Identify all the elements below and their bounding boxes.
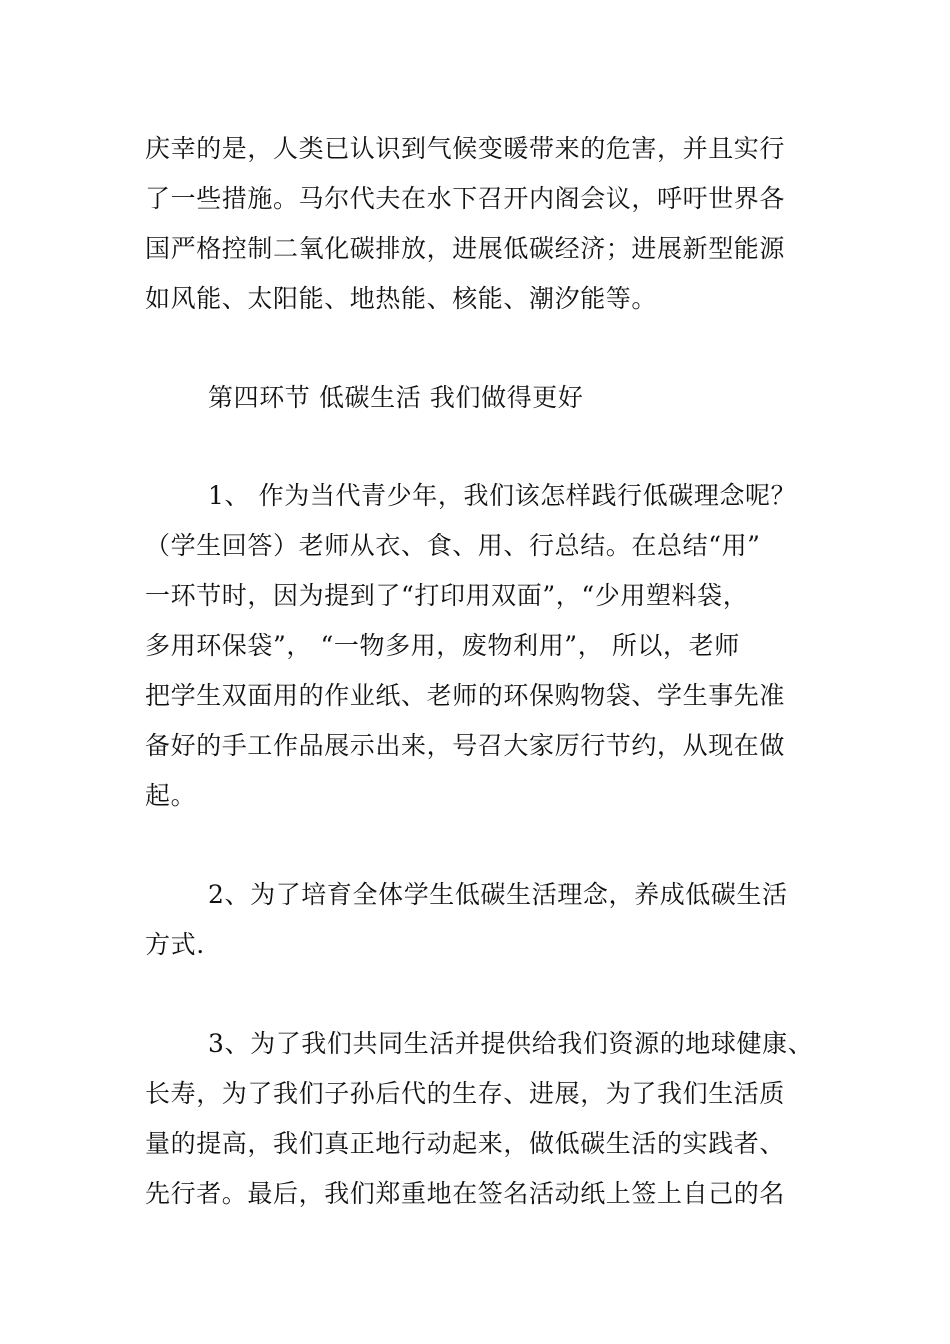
paragraph-line: 方式.	[145, 930, 205, 959]
paragraph-line: 量的提高，我们真正地行动起来，做低碳生活的实践者、	[145, 1129, 786, 1158]
paragraph-line: 多用环保袋”， “一物多用，废物利用”， 所以，老师	[145, 631, 740, 660]
paragraph-line: 备好的手工作品展示出来，号召大家厉行节约，从现在做	[145, 731, 786, 760]
section-heading: 第四环节 低碳生活 我们做得更好	[208, 383, 584, 412]
paragraph-line: 2、为了培育全体学生低碳生活理念，养成低碳生活	[208, 880, 788, 909]
paragraph-line: （学生回答）老师从衣、食、用、行总结。在总结“用”	[145, 531, 761, 560]
paragraph-line: 一环节时，因为提到了“打印用双面”，“少用塑料袋，	[145, 581, 749, 610]
paragraph-line: 了一些措施。马尔代夫在水下召开内阁会议，呼吁世界各	[145, 184, 786, 213]
paragraph-line: 先行者。最后，我们郑重地在签名活动纸上签上自己的名	[145, 1179, 786, 1208]
paragraph-line: 庆幸的是，人类已认识到气候变暖带来的危害，并且实行	[145, 134, 786, 163]
paragraph-line: 把学生双面用的作业纸、老师的环保购物袋、学生事先准	[145, 681, 786, 710]
paragraph-line: 起。	[145, 781, 197, 810]
paragraph-line: 如风能、太阳能、地热能、核能、潮汐能等。	[145, 284, 658, 313]
paragraph-line: 1、 作为当代青少年，我们该怎样践行低碳理念呢？	[208, 481, 797, 510]
paragraph-line: 长寿，为了我们子孙后代的生存、进展，为了我们生活质	[145, 1079, 786, 1108]
paragraph-line: 3、为了我们共同生活并提供给我们资源的地球健康、	[208, 1029, 814, 1058]
paragraph-line: 国严格控制二氧化碳排放，进展低碳经济；进展新型能源	[145, 234, 786, 263]
